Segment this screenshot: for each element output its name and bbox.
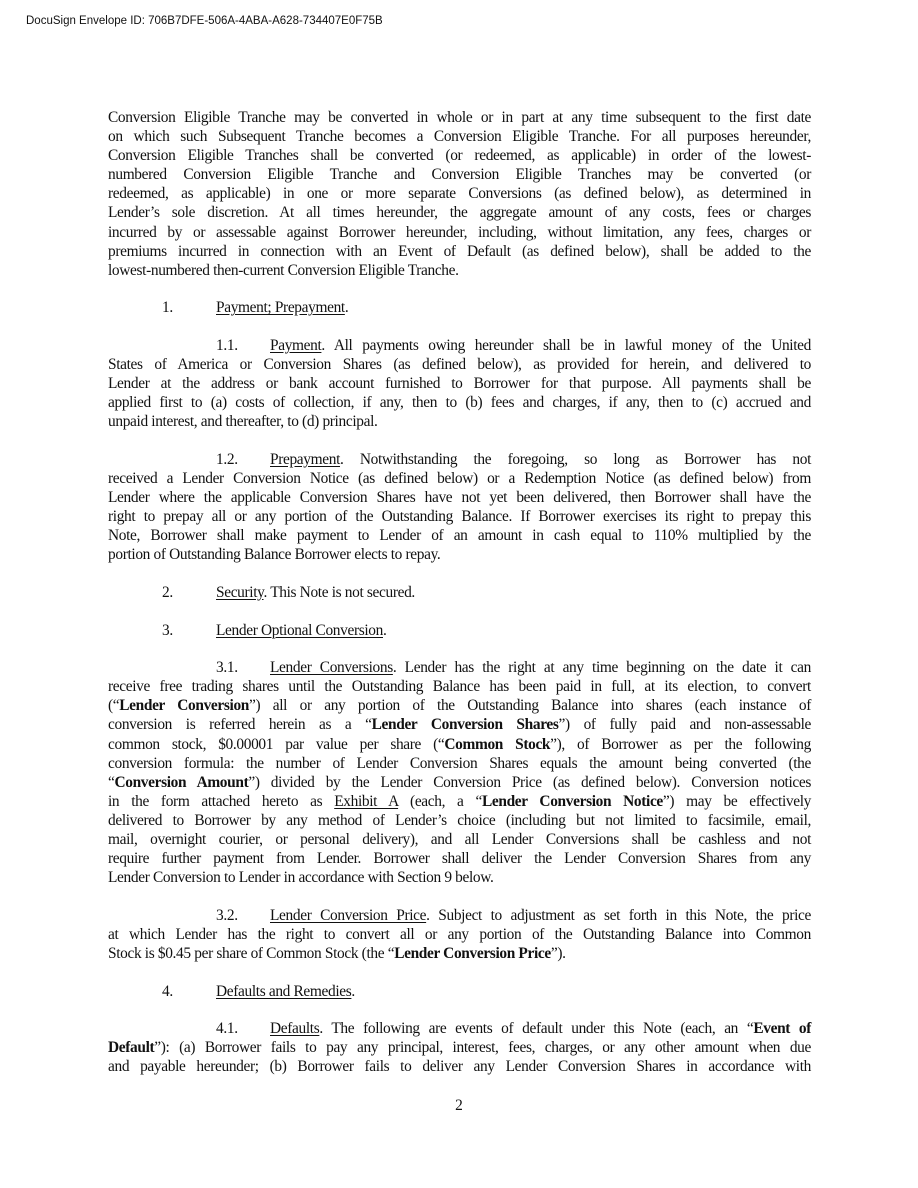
section-title-suffix: . This Note is not secured. <box>263 583 415 601</box>
text-line: Lender’s sole discretion. At all times hereunder, the aggregate amount of any costs, fees or charges <box>108 204 811 222</box>
text-line: Conversion Eligible Tranches shall be converted (or redeemed, as applicable) in order of the lowest- <box>108 147 811 165</box>
text-line: portion of Outstanding Balance Borrower elects to repay. <box>108 546 441 564</box>
text-span: Stock is $0.45 per share of Common Stock (the “ <box>108 944 395 962</box>
docusign-envelope-id: DocuSign Envelope ID: 706B7DFE-506A-4ABA-A628-734407E0F75B <box>26 15 383 27</box>
subsection-number: 1.1. <box>216 336 238 354</box>
text-span: (each, a “ <box>398 792 482 810</box>
text-span: common stock, $0.00001 par value per share (“ <box>108 735 445 753</box>
text-line: Conversion Eligible Tranche may be converted in whole or in part at any time subsequent to the first date <box>108 109 811 126</box>
text-line <box>108 906 811 925</box>
text-span: . Subject to adjustment as set forth in this Note, the price <box>426 906 812 924</box>
section-title-suffix: . <box>383 621 387 639</box>
defined-term: Conversion Amount <box>114 773 249 791</box>
section-1-2 <box>108 450 811 565</box>
text-line: on which such Subsequent Tranche becomes a Conversion Eligible Tranche. For all purposes hereunder, <box>108 128 811 146</box>
text-line: delivered to Borrower by any method of Lender’s choice (including but not limited to facsimile, email, <box>108 811 811 829</box>
text-span: in the form attached hereto as <box>108 792 335 810</box>
subsection-title: Lender Conversions <box>270 659 393 677</box>
text-span: (“ <box>108 697 120 715</box>
text-line: numbered Conversion Eligible Tranche and Conversion Eligible Tranches may be converted (or <box>108 166 811 184</box>
text-line <box>108 792 811 811</box>
text-span: “ <box>108 773 115 791</box>
text-span: ”) all or any portion of the Outstanding Balance into shares (each instance of <box>249 697 811 715</box>
text-line: Lender at the address or bank account furnished to Borrower for that purpose. All payments shall be <box>108 375 811 393</box>
section-3-heading <box>108 621 811 640</box>
text-line: conversion formula: the number of Lender Conversion Shares equals the amount being converted (the <box>108 754 811 772</box>
defined-term: Common Stock <box>444 735 551 753</box>
section-title-suffix: . <box>344 299 349 317</box>
text-span: ”): (a) Borrower fails to pay any principal, interest, fees, charges, or any other amount when due <box>154 1039 811 1057</box>
section-number: 4. <box>162 982 173 1000</box>
text-line: redeemed, as applicable) in one or more separate Conversions (as defined below), as determined in <box>108 185 811 203</box>
exhibit-a-reference: Exhibit A <box>334 792 399 810</box>
text-line: at which Lender has the right to convert all or any portion of the Outstanding Balance into Common <box>108 925 811 943</box>
text-line <box>108 1019 811 1038</box>
text-line: Lender where the applicable Conversion Shares have not yet been delivered, then Borrower shall have the <box>108 489 811 507</box>
section-number: 3. <box>162 621 173 639</box>
text-line <box>108 336 811 355</box>
section-title: Defaults and Remedies <box>216 982 352 1000</box>
defined-term: Lender Conversion Shares <box>371 716 559 734</box>
subsection-title: Prepayment <box>270 450 341 468</box>
section-3-2 <box>108 906 811 963</box>
text-span: . All payments owing hereunder shall be in lawful money of the United <box>321 336 811 354</box>
subsection-number: 3.1. <box>216 659 238 677</box>
text-line: applied first to (a) costs of collection, if any, then to (b) fees and charges, if any, then to (c) accrued and <box>108 394 811 412</box>
defined-term: Event of <box>753 1020 811 1038</box>
text-line <box>108 696 811 715</box>
text-line <box>108 1038 811 1057</box>
text-line <box>108 715 811 734</box>
section-number: 1. <box>162 299 173 317</box>
text-line <box>108 773 811 792</box>
page-number: 2 <box>455 1097 463 1114</box>
text-span: ”). <box>550 944 566 962</box>
text-span: . Notwithstanding the foregoing, so long as Borrower has not <box>340 450 811 468</box>
text-span: . The following are events of default under this Note (each, an “ <box>319 1020 754 1038</box>
text-line <box>108 658 811 677</box>
text-line: received a Lender Conversion Notice (as defined below) or a Redemption Notice (as defined below) from <box>108 470 811 487</box>
text-line: Lender Conversion to Lender in accordance with Section 9 below. <box>108 869 494 887</box>
subsection-title: Lender Conversion Price <box>270 906 427 924</box>
text-line <box>108 450 811 469</box>
text-span: ”) of fully paid and non-assessable <box>558 716 811 734</box>
text-span: ”) divided by the Lender Conversion Price (as defined below). Conversion notices <box>248 773 812 791</box>
section-1-heading <box>108 298 811 317</box>
text-line <box>108 944 811 963</box>
text-line: States of America or Conversion Shares (as defined below), as provided for herein, and delivered to <box>108 356 811 374</box>
defined-term: Lender Conversion <box>119 697 250 715</box>
text-span: ”), of Borrower as per the following <box>550 735 811 753</box>
intro-paragraph <box>108 108 811 280</box>
section-title: Security <box>216 583 264 601</box>
defined-term: Default <box>108 1039 155 1057</box>
defined-term: Lender Conversion Notice <box>481 792 663 810</box>
section-title-suffix: . <box>351 982 355 1000</box>
text-line: right to prepay all or any portion of the Outstanding Balance. If Borrower exercises its right to prepay this <box>108 508 811 526</box>
subsection-number: 4.1. <box>216 1020 238 1038</box>
text-line: and payable hereunder; (b) Borrower fails to deliver any Lender Conversion Shares in accordance with <box>108 1058 811 1076</box>
text-line: Note, Borrower shall make payment to Lender of an amount in cash equal to 110% multiplied by the <box>108 527 811 545</box>
subsection-title: Defaults <box>270 1020 320 1038</box>
text-line <box>108 735 811 754</box>
document-body <box>108 108 811 1095</box>
section-4-heading <box>108 982 811 1001</box>
text-line: mail, overnight courier, or personal delivery), and all Lender Conversions shall be cashless and not <box>108 831 811 848</box>
section-title: Lender Optional Conversion <box>216 621 383 639</box>
subsection-number: 3.2. <box>216 906 238 924</box>
section-number: 2. <box>162 583 173 601</box>
text-line: require further payment from Lender. Borrower shall deliver the Lender Conversion Shares from any <box>108 850 811 868</box>
text-span: conversion is referred herein as a “ <box>108 716 372 734</box>
section-2-heading <box>108 583 811 602</box>
text-span: ”) may be effectively <box>662 792 811 810</box>
section-3-1 <box>108 658 811 887</box>
text-span: . Lender has the right at any time beginning on the date it can <box>392 659 811 677</box>
subsection-title: Payment <box>270 336 322 354</box>
subsection-number: 1.2. <box>216 450 238 468</box>
section-1-1 <box>108 336 811 431</box>
text-line: lowest-numbered then-current Conversion Eligible Tranche. <box>108 261 459 279</box>
section-4-1 <box>108 1019 811 1076</box>
text-line: premiums incurred in connection with an Event of Default (as defined below), shall be added to the <box>108 242 811 260</box>
text-line: receive free trading shares until the Outstanding Balance has been paid in full, at its election, to convert <box>108 678 811 696</box>
section-title: Payment; Prepayment <box>216 299 345 317</box>
text-line: unpaid interest, and thereafter, to (d) principal. <box>108 413 378 431</box>
defined-term: Lender Conversion Price <box>394 944 551 962</box>
text-line: incurred by or assessable against Borrower hereunder, including, without limitation, any fees, charges or <box>108 223 811 241</box>
